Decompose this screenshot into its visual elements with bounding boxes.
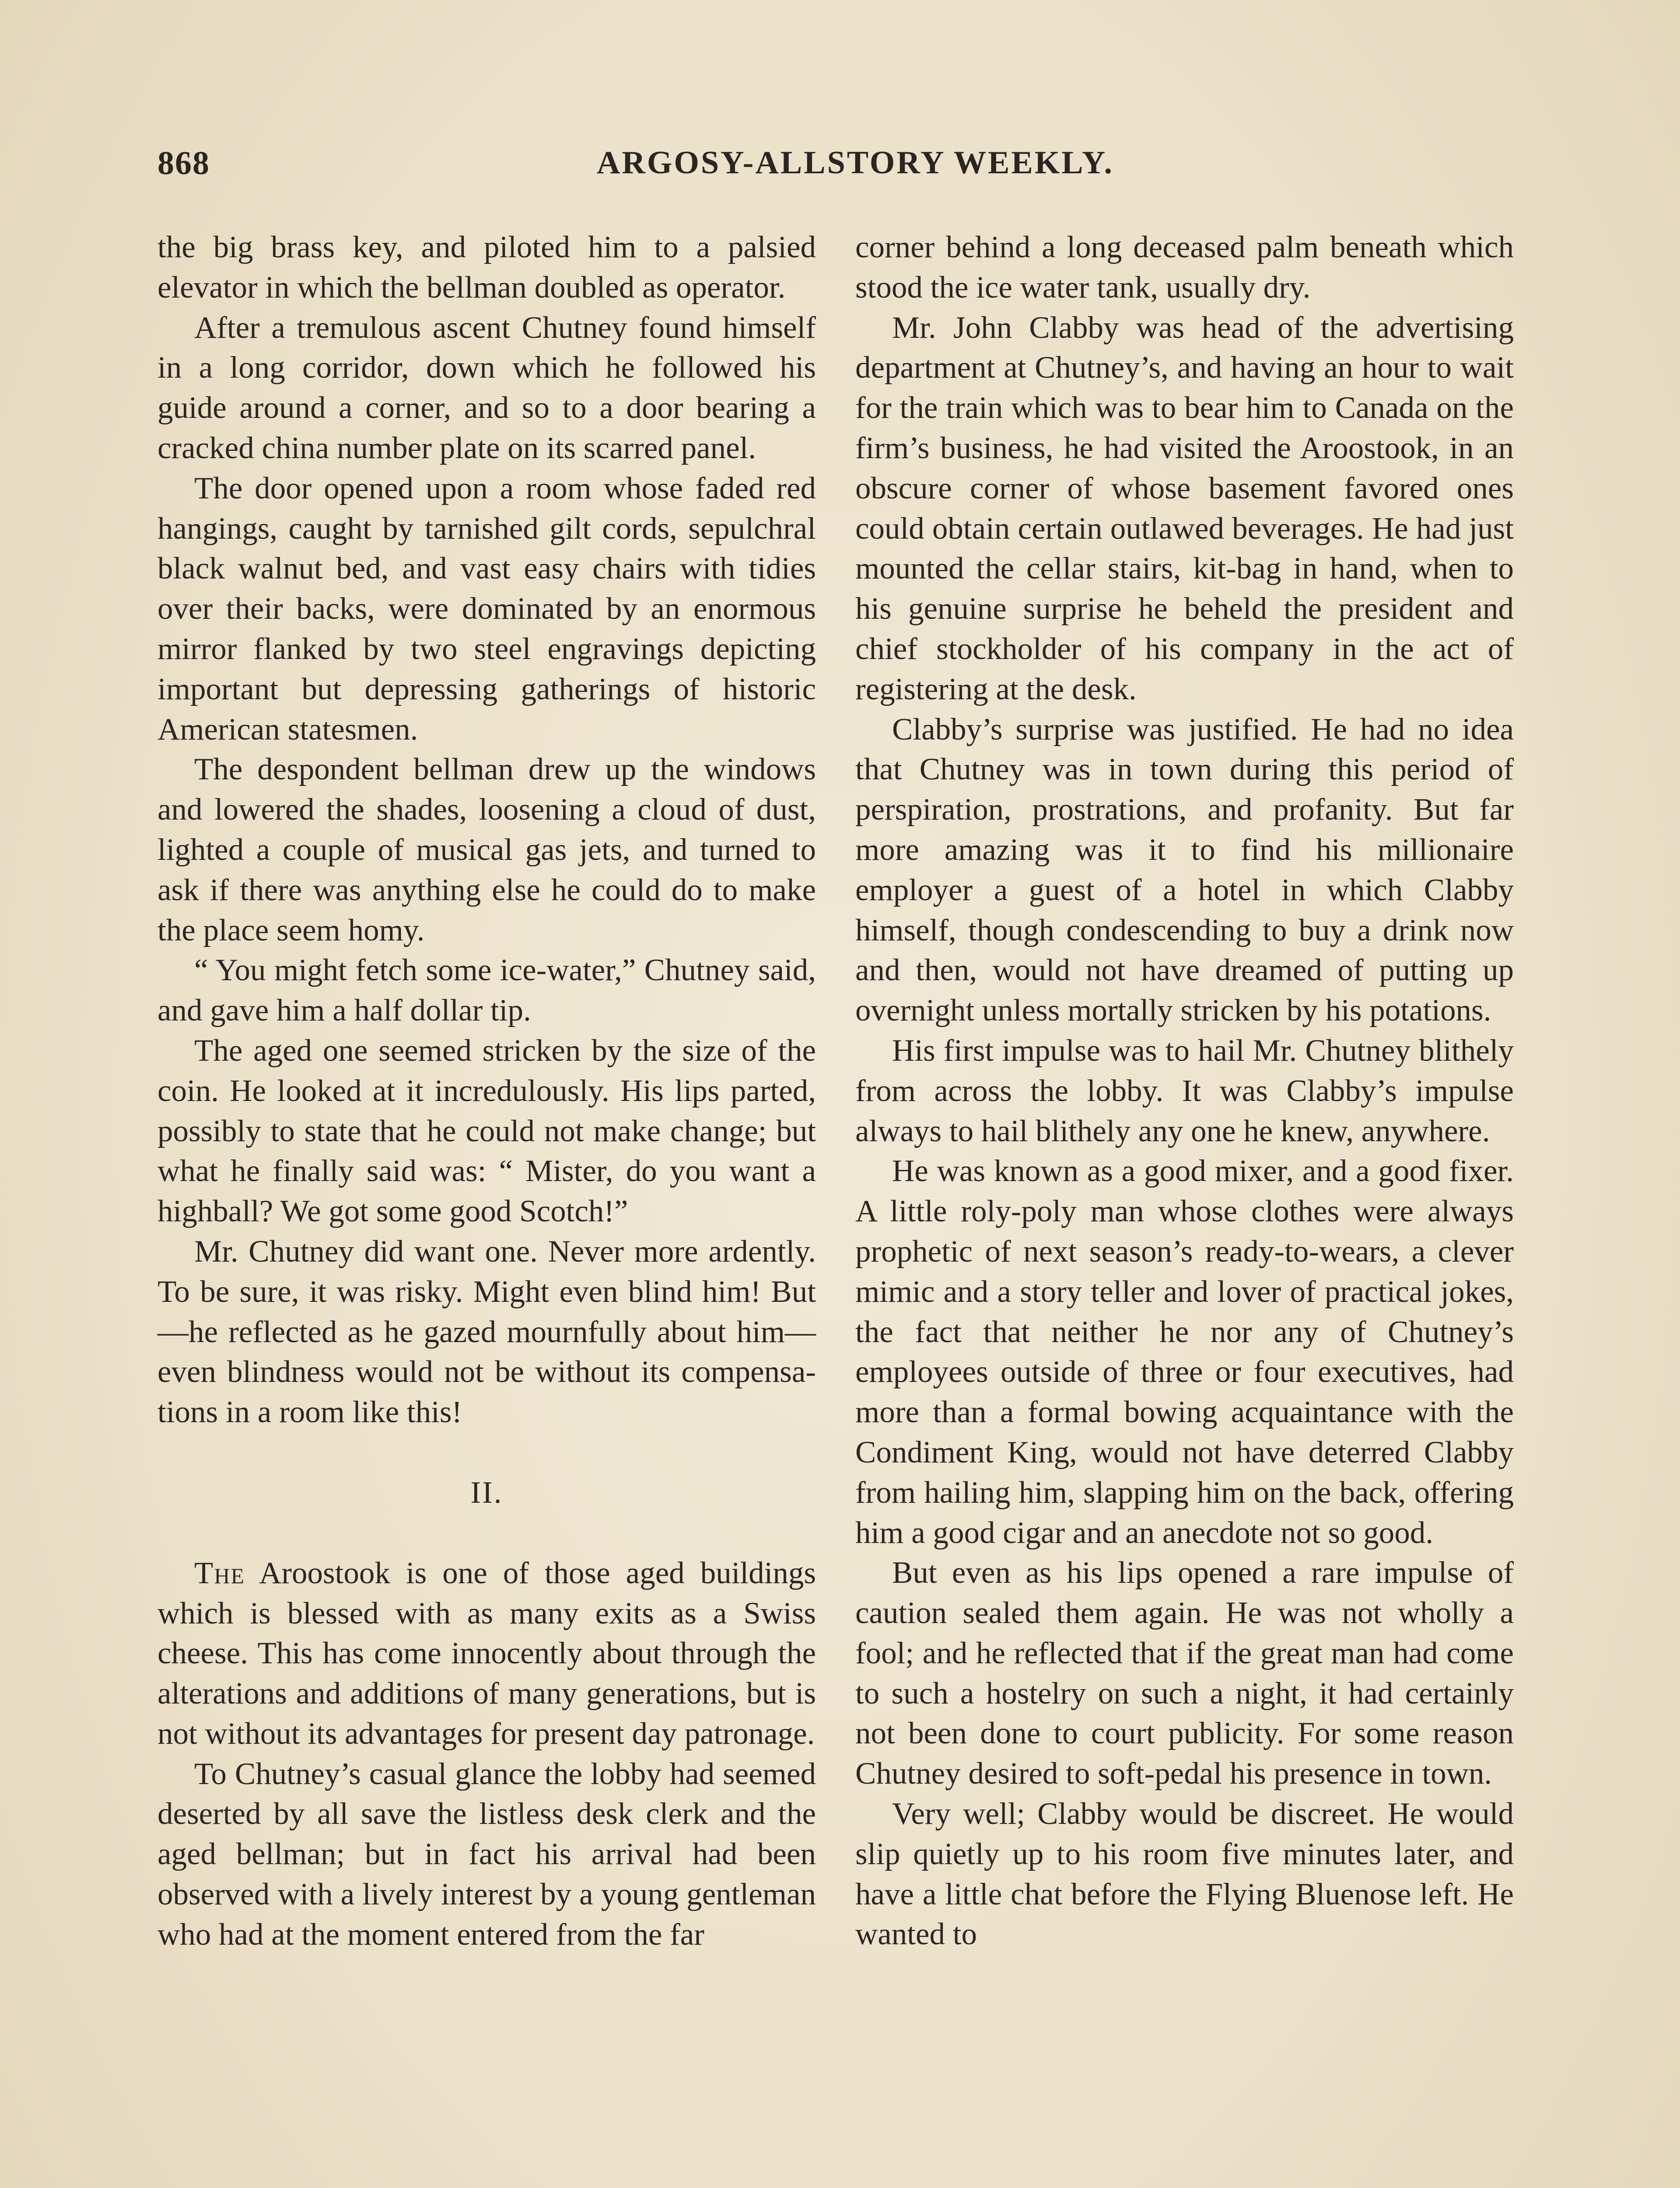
paragraph: Mr. John Clabby was head of the advertising department at Chutney’s, and having an hour to wait for the train which was to bear him to Canada on the firm’s business, he had visited the Aroostook, in an obscure corner of whose basement favored ones could obtain certain outlawed beverages. He had just mounted the cellar stairs, kit-bag in hand, when to his genuine surprise he beheld the president and chief stockholder of his company in the act of registering at the desk. (855, 310, 1514, 706)
running-head: ARGOSY-ALLSTORY WEEKLY. (596, 145, 1114, 181)
paragraph: The door opened upon a room whose faded red hangings, caught by tarnished gilt cords, sepulchral black walnut bed, and vast easy chairs with tidies over their backs, were dominated by an enormous mirror flanked by two steel engravings depicting important but depressing gatherings of historic American statesmen. (158, 471, 816, 747)
small-caps-lead: The (194, 1556, 245, 1590)
paragraph: After a tremulous ascent Chutney found himself in a long corridor, down which he followed his guide around a corner, and so to a door bearing a cracked china number plate on its scarred panel. (158, 310, 816, 465)
paragraph: The aged one seemed stricken by the size of the coin. He looked at it incredulously. His lips parted, possibly to state that he could not make change; but what he finally said was: “ Mister, do you want a highball? We got some good Scotch!” (158, 1033, 816, 1229)
paragraph: But even as his lips opened a rare impulse of caution sealed them again. He was not wholly a fool; and he reflected that if the great man had come to such a hostelry on such a night, it had certainly not been done to court publicity. For some reason Chutney desired to soft-pedal his presence in town. (855, 1556, 1514, 1791)
paragraph: To Chutney’s casual glance the lobby had seemed deserted by all save the listless desk clerk and the aged bellman; but in fact his arrival had been observed with a lively interest by a young gentleman who had at the moment entered from the far (158, 1757, 816, 1952)
paragraph: “ You might fetch some ice-water,” Chutney said, and gave him a half dollar tip. (158, 953, 816, 1028)
paragraph: Very well; Clabby would be discreet. He would slip quietly up to his room five minutes later, and have a little chat before the Flying Bluenose left. He wanted to (855, 1797, 1514, 1952)
section-heading: II. (470, 1475, 503, 1510)
paragraph: The despondent bellman drew up the windows and lowered the shades, loosening a cloud of dust, lighted a couple of musical gas jets, and turned to ask if there was anything else he could do to make the place seem homy. (158, 752, 816, 947)
paragraph: corner behind a long deceased palm beneath which stood the ice water tank, usually dry. (855, 230, 1514, 305)
page-header (158, 144, 1553, 197)
paragraph-text: Aroostook is one of those aged buildings which is blessed with as many exits as a Swiss cheese. This has come innocently about through the alterations and additions of many generations, but is not without its advantages for present day patronage. (158, 1556, 816, 1751)
right-column (855, 228, 1514, 1955)
paragraph: the big brass key, and piloted him to a palsied elevator in which the bellman doubled as operator. (158, 230, 816, 305)
paragraph (158, 1553, 816, 1754)
left-column (158, 228, 816, 1955)
paragraph: Clabby’s surprise was justified. He had no idea that Chutney was in town during this period of perspiration, prostrations, and profanity. But far more amazing was it to find his millionaire employer a guest of a hotel in which Clabby himself, though condescending to buy a drink now and then, would not have dreamed of putting up overnight unless mortally stricken by his potations. (855, 712, 1514, 1028)
page-number: 868 (158, 145, 210, 182)
paragraph: Mr. Chutney did want one. Never more ardently. To be sure, it was risky. Might even blind him! But—he reflected as he gazed mournfully about him—even blindness would not be without its compensations in a room like this! (158, 1234, 816, 1430)
paragraph: His first impulse was to hail Mr. Chutney blithely from across the lobby. It was Clabby’s impulse always to hail blithely any one he knew, anywhere. (855, 1033, 1514, 1148)
paragraph: He was known as a good mixer, and a good fixer. A little roly-poly man whose clothes were always prophetic of next season’s ready-to-wears, a clever mimic and a story teller and lover of practical jokes, the fact that neither he nor any of Chutney’s employees outside of three or four executives, had more than a formal bowing acquaintance with the Condiment King, would not have deterred Clabby from hailing him, slapping him on the back, offering him a good cigar and an anecdote not so good. (855, 1154, 1514, 1550)
